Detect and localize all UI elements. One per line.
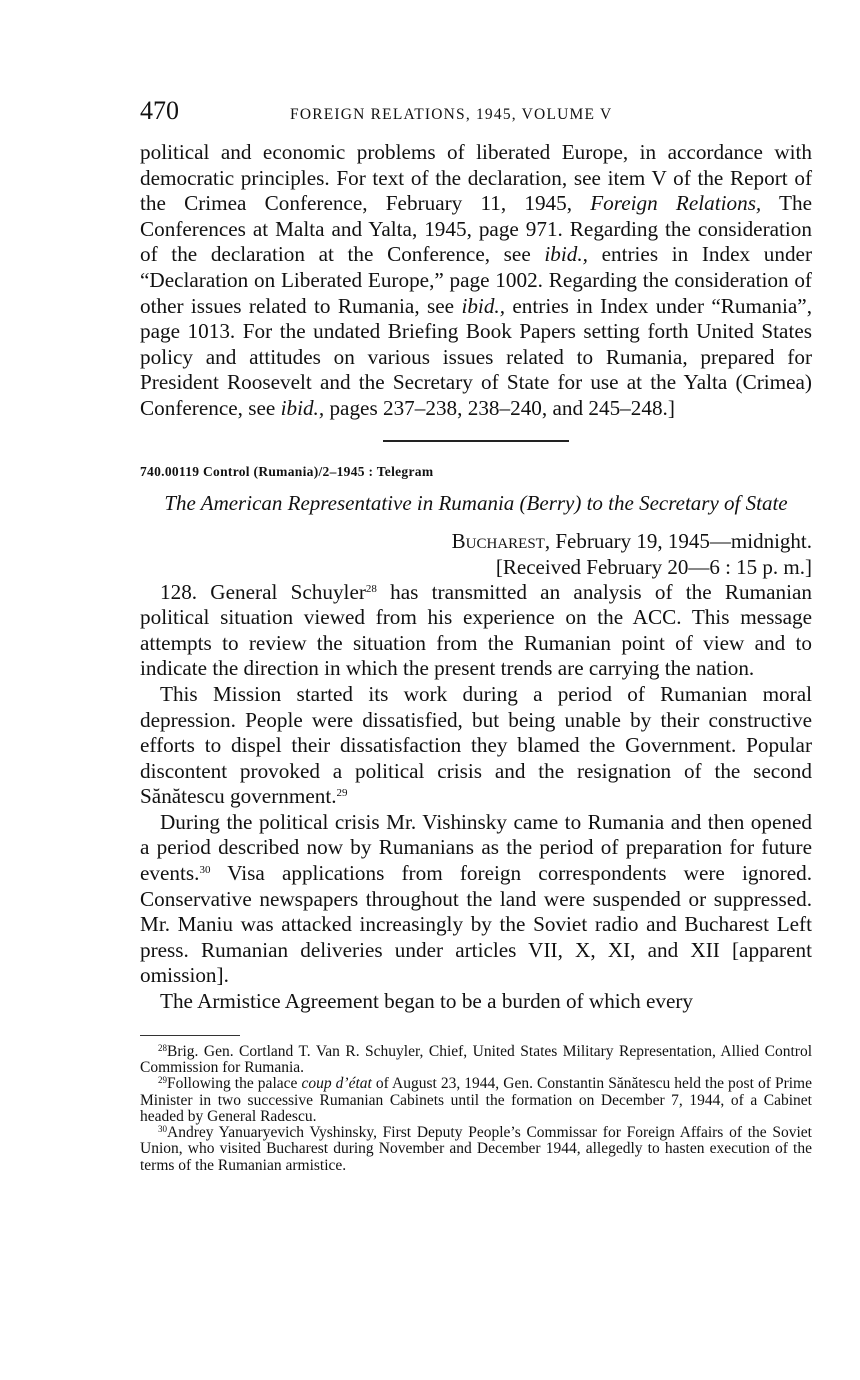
footnote-number-28: 28	[158, 1042, 167, 1053]
intro-text-5: pages 237–238, 238–240, and 245–248.]	[324, 395, 675, 420]
received-line: [Received February 20—6 : 15 p. m.]	[495, 554, 812, 579]
footnote-text-29a: Following the palace	[167, 1075, 302, 1093]
p1-text-b: has transmitted an analysis of the Rumanian political situation viewed from his experience on the ACC. This message attempts to review the situation from the Rumanian point of view and to indicate the direction in which the present trends are carrying the nation.	[140, 579, 812, 681]
p3-text-a: During the political crisis Mr. Vishinsky came to Rumania and then opened a period described now by Rumanians as the period of preparation for future events.	[140, 809, 812, 886]
intro-ibid-2: ibid.,	[461, 293, 506, 318]
p3-text-b: Visa applications from foreign correspondents were ignored. Conservative newspapers throughout the land were suspended or suppressed. Mr. Maniu was attacked increasingly by the Soviet radio and Bucharest Left press. Rumanian deliveries under articles VII, X, XI, and XII [apparent omission].	[140, 861, 812, 988]
dateline	[140, 528, 812, 554]
page-header	[140, 96, 812, 130]
intro-text-4: entries in Index under “Rumania”, page 1013. For the undated Briefing Book Papers setting forth United States policy and attitudes on various issues related to Rumania, prepared for President Roosevelt and the Secretary of State for use at the Yalta (Crimea) Conference, see	[140, 293, 812, 420]
footnote-italic-29: coup d’état	[301, 1075, 372, 1093]
intro-text-1: political and economic problems of liberated Europe, in accordance with democratic principles. For text of the declaration, see item V of the Report of the Crimea Conference, February 11, 1945,	[140, 140, 812, 216]
intro-paragraph	[140, 140, 812, 422]
p1-text-a: 128. General Schuyler	[160, 579, 366, 604]
page-number: 470	[140, 96, 179, 125]
intro-text-3: entries in Index under “Declaration on Liberated Europe,” page 1002. Regarding the consideration of other issues related to Rumania, see	[140, 242, 812, 318]
footnote-number-30: 30	[158, 1124, 167, 1135]
running-title: FOREIGN RELATIONS, 1945, VOLUME V	[290, 106, 613, 123]
body-paragraph-3	[140, 810, 812, 989]
footnote-28	[140, 1044, 812, 1077]
intro-text-2: The Conferences at Malta and Yalta, 1945, page 971. Regarding the consideration of the declaration at the Conference, see	[140, 191, 812, 267]
footnote-30	[140, 1125, 812, 1174]
document-page	[140, 96, 812, 1174]
footnote-ref-28: 28	[365, 582, 377, 595]
intro-ibid-3: ibid.,	[280, 395, 325, 420]
intro-italic-title: Foreign Relations,	[590, 191, 762, 216]
body-paragraph-1	[140, 580, 812, 682]
document-title: The American Representative in Rumania (Berry) to the Secretary of State	[164, 490, 788, 515]
footnote-text-30: Andrey Yanuaryevich Vyshinsky, First Deputy People’s Commissar for Foreign Affairs of the Soviet Union, who visited Bucharest during November and December 1944, allegedly to hasten execution of the terms of the Rumanian armistice.	[140, 1124, 812, 1174]
dateline-date: February 19, 1945—midnight.	[550, 528, 812, 553]
footnotes	[140, 1044, 812, 1174]
body-paragraph-2	[140, 682, 812, 810]
file-id: 740.00119 Control (Rumania)/2–1945 : Telegram	[140, 463, 434, 479]
dateline-place: Bucharest,	[451, 528, 551, 553]
footnote-ref-29: 29	[336, 787, 348, 800]
footnote-29	[140, 1076, 812, 1125]
footnote-ref-30: 30	[199, 864, 211, 877]
intro-ibid-1: ibid.,	[544, 242, 588, 267]
section-divider	[383, 440, 569, 442]
footnote-number-29: 29	[158, 1075, 167, 1086]
body-paragraph-4: The Armistice Agreement began to be a burden of which every	[160, 989, 694, 1014]
footnote-divider	[140, 1035, 240, 1036]
p2-text: This Mission started its work during a period of Rumanian moral depression. People were dissatisfied, but being unable by their constructive efforts to dispel their dissatisfaction they blamed the Government. Popular discontent provoked a political crisis and the resignation of the second Sănătescu government.	[140, 681, 812, 809]
footnote-text-28: Brig. Gen. Cortland T. Van R. Schuyler, Chief, United States Military Representation, Allied Control Commission for Rumania.	[140, 1042, 812, 1076]
footnote-text-29b: of August 23, 1944, Gen. Constantin Sănătescu held the post of Prime Minister in two successive Rumanian Cabinets until the formation on December 7, 1944, of a Cabinet headed by General Radescu.	[140, 1075, 812, 1125]
